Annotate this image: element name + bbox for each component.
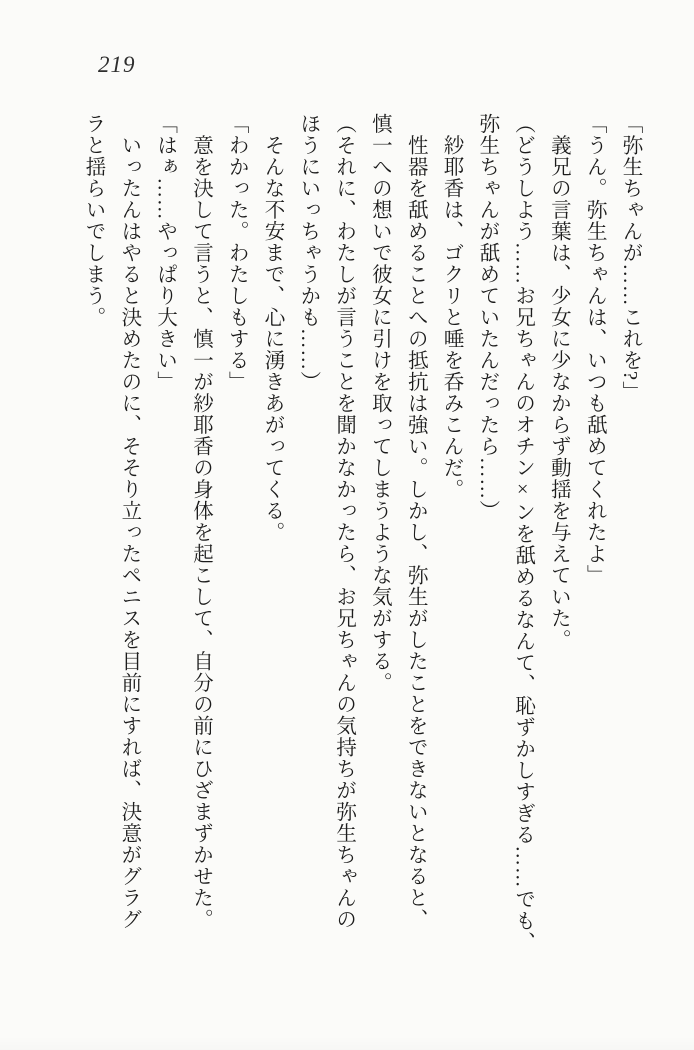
text-column: 「はぁ……やっぱり大きい」 [153,113,176,393]
text-column: 弥生ちゃんが舐めていたんだったら……） [475,113,498,522]
text-column: いったんはやると決めたのに、そそり立ったペニスを目前にすれば、決意がグラグ [117,113,140,930]
text-column: ほうにいっちゃうかも……） [296,113,319,393]
page-number: 219 [98,52,136,77]
text-columns [74,113,647,973]
text-column: 慎一への想いで彼女に引けを取ってしまうような気がする。 [368,113,391,694]
text-column: 紗耶香は、ゴクリと唾を呑みこんだ。 [440,113,463,500]
text-column: （それに、わたしが言うことを聞かなかったら、お兄ちゃんの気持ちが弥生ちゃんの [332,113,355,930]
text-column: 「うん。弥生ちゃんは、いつも舐めてくれたよ」 [583,113,606,586]
text-column: 意を決して言うと、慎一が紗耶香の身体を起こして、自分の前にひざまずかせた。 [189,113,212,930]
text-column: 「わかった。わたしもする」 [225,113,248,393]
scan-noise [0,1036,694,1050]
text-column: 性器を舐めることへの抵抗は強い。しかし、弥生がしたことをできないとなると、 [404,113,427,930]
text-column: 義兄の言葉は、少女に少なからず動揺を与えていた。 [547,113,570,651]
text-column: そんな不安まで、心に湧きあがってくる。 [261,113,284,543]
text-column: ラと揺らいでしまう。 [82,113,105,328]
text-column: 「弥生ちゃんが……これを?」 [619,113,641,403]
text-column: （どうしよう……お兄ちゃんのオチン×ンを舐めるなんて、恥ずかしすぎる……でも、 [511,113,534,953]
